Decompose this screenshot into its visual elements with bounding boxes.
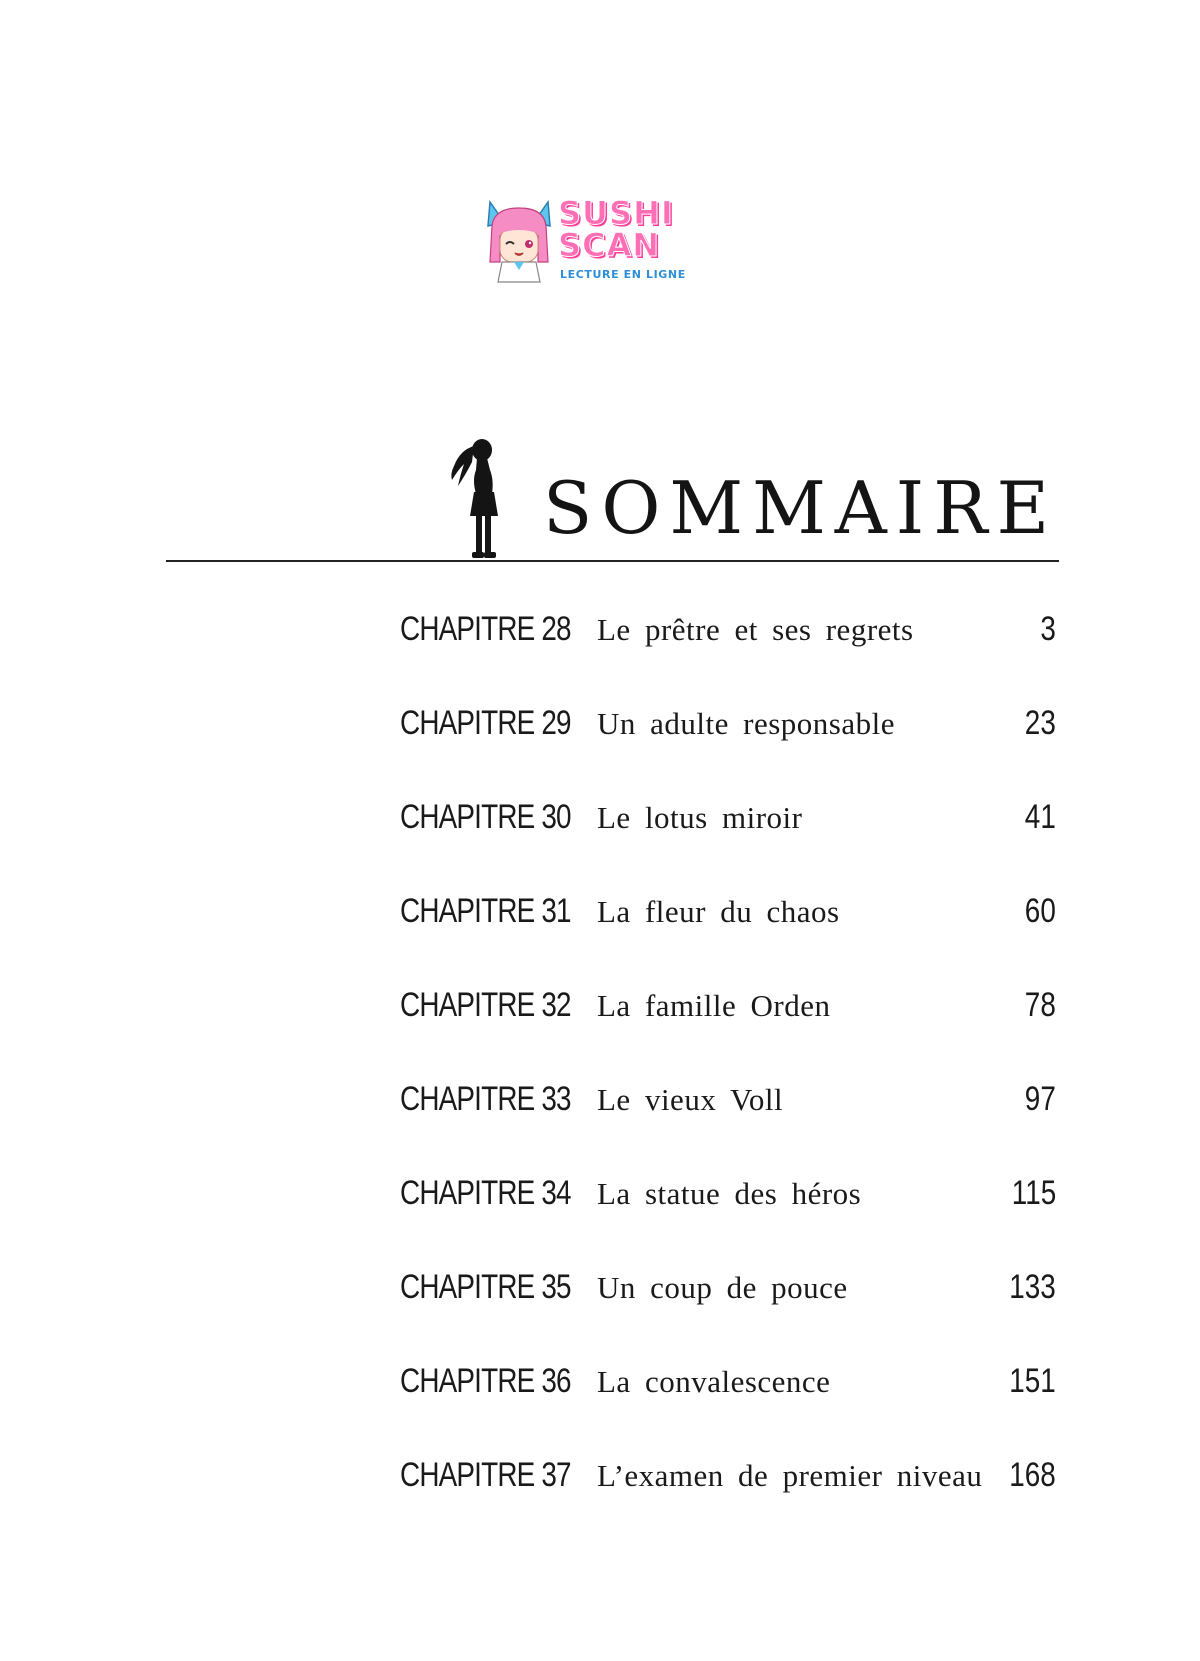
chapter-page: 78 [1024,986,1056,1024]
chapter-page: 133 [1009,1268,1056,1306]
chapter-page: 23 [1024,704,1056,742]
toc-row[interactable] [400,610,1060,704]
brand-tagline: LECTURE EN LIGNE [560,268,686,281]
brand-line-2: SCAN [558,226,661,264]
chapter-number: CHAPITRE 33 [400,1080,571,1118]
title-divider [166,560,1059,562]
chapter-number: CHAPITRE 35 [400,1268,571,1306]
chapter-title: La fleur du chaos [597,894,840,929]
toc-row[interactable] [400,798,1060,892]
chapter-title: Le prêtre et ses regrets [597,612,914,647]
chapter-number: CHAPITRE 28 [400,610,571,648]
chapter-page: 3 [1040,610,1056,648]
toc-row[interactable] [400,892,1060,986]
chapter-number: CHAPITRE 30 [400,798,571,836]
chapter-page: 168 [1009,1456,1056,1494]
chapter-page: 151 [1009,1362,1056,1400]
chapter-number: CHAPITRE 34 [400,1174,571,1212]
chapter-page: 41 [1024,798,1056,836]
mascot-icon [484,196,554,284]
toc-row[interactable] [400,1268,1060,1362]
chapter-title: La convalescence [597,1364,831,1399]
chapter-title: Un adulte responsable [597,706,895,741]
chapter-title: L’examen de premier niveau [597,1458,983,1493]
sushi-scan-logo [484,196,694,286]
chapter-number: CHAPITRE 31 [400,892,571,930]
chapter-title: Un coup de pouce [597,1270,848,1305]
toc-row[interactable] [400,1362,1060,1456]
toc-row[interactable] [400,1174,1060,1268]
chapter-number: CHAPITRE 29 [400,704,571,742]
page-title: SOMMAIRE [543,466,1059,550]
toc-row[interactable] [400,986,1060,1080]
brand-line-1: SUSHI [558,194,674,232]
chapter-page: 60 [1024,892,1056,930]
girl-silhouette-icon [450,436,514,564]
chapter-title: Le vieux Voll [597,1082,784,1117]
chapter-number: CHAPITRE 32 [400,986,571,1024]
table-of-contents [400,610,1060,1550]
chapter-page: 115 [1011,1174,1056,1212]
chapter-number: CHAPITRE 37 [400,1456,571,1494]
chapter-page: 97 [1024,1080,1056,1118]
chapter-title: La famille Orden [597,988,831,1023]
toc-row[interactable] [400,704,1060,798]
chapter-title: La statue des héros [597,1176,862,1211]
chapter-number: CHAPITRE 36 [400,1362,571,1400]
toc-row[interactable] [400,1080,1060,1174]
chapter-title: Le lotus miroir [597,800,803,835]
toc-row[interactable] [400,1456,1060,1550]
